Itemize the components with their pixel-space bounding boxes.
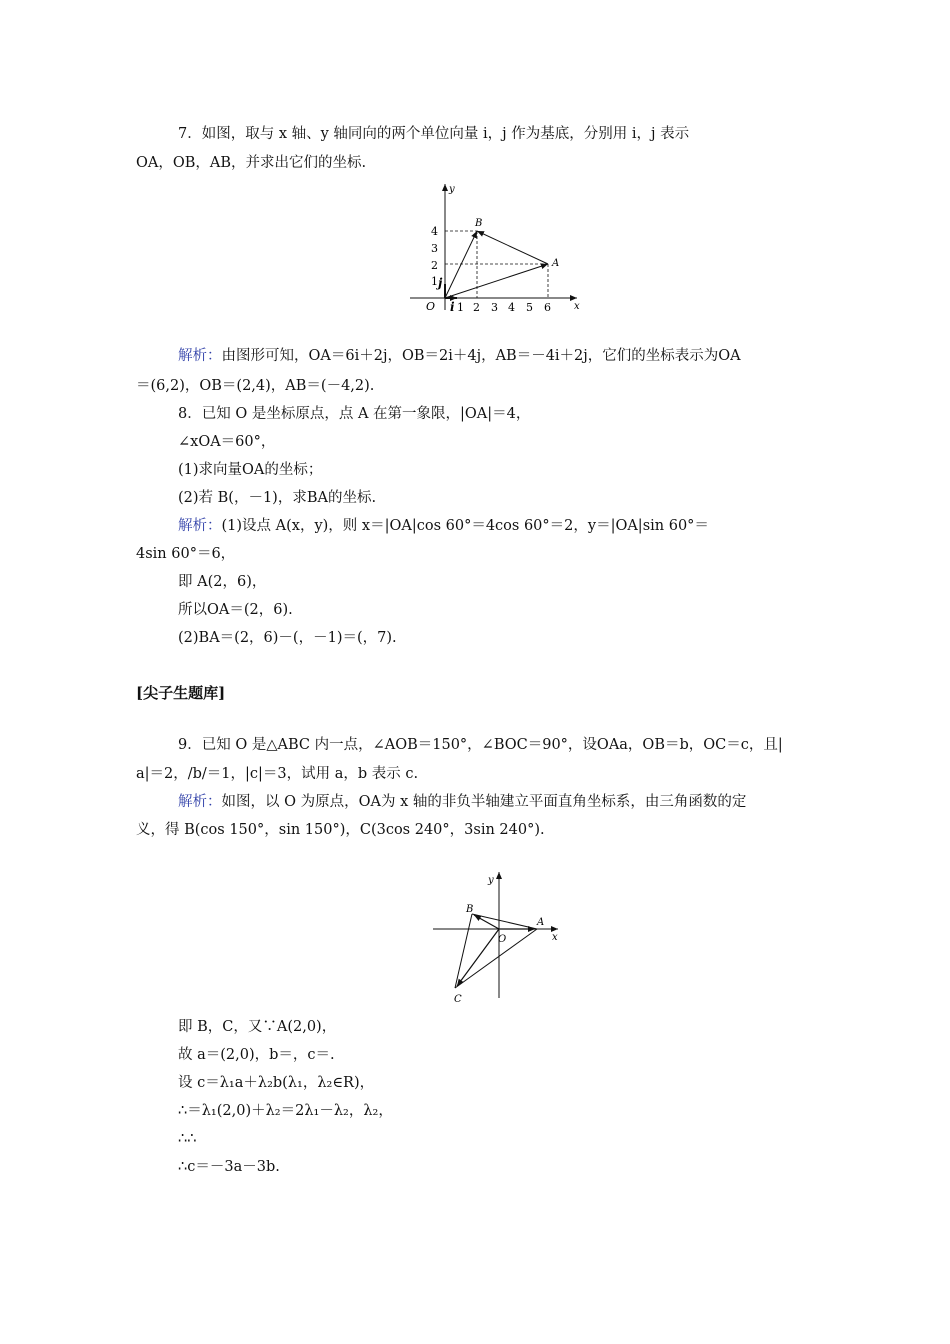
- q7-line1: 7．如图，取与 x 轴、y 轴同向的两个单位向量 i，j 作为基底，分别用 i，j 表示: [178, 126, 690, 142]
- q8-solution-line1: [178, 516, 709, 536]
- x-axis-label: x: [552, 932, 558, 943]
- q9-solution-line4: 故 a＝(2,0)，b＝，c＝.: [178, 1047, 335, 1063]
- q8-line4: (2)若 B(，－1)，求BA的坐标.: [178, 490, 377, 506]
- q9-line2: a|＝2，/b/＝1，|c|＝3，试用 a，b 表示 c.: [136, 766, 419, 782]
- q9-solution-line8: ∴c＝－3a－3b.: [178, 1159, 280, 1175]
- x-tick-2: 2: [473, 301, 480, 314]
- q8-solution-line4: 所以OA＝(2，6).: [178, 602, 293, 618]
- point-b-label: B: [466, 904, 474, 915]
- point-a-label: A: [552, 258, 560, 269]
- x-tick-5: 5: [526, 301, 533, 314]
- i-label: i: [450, 300, 455, 314]
- origin-label: O: [498, 934, 507, 945]
- q8-solution-line3: 即 A(2，6)，: [178, 574, 267, 590]
- q9-solution-line3: 即 B，C，又∵A(2,0)，: [178, 1019, 337, 1035]
- figure-vector-grid: [405, 180, 590, 315]
- q8-line3: (1)求向量OA的坐标；: [178, 462, 323, 478]
- q8-solution-text: (1)设点 A(x，y)，则 x＝|OA|cos 60°＝4cos 60°＝2，y＝|OA|sin 60°＝: [221, 518, 709, 534]
- x-tick-3: 3: [491, 301, 498, 314]
- y-axis-label: y: [449, 184, 455, 195]
- side-ab: [472, 914, 537, 929]
- y-tick-3: 3: [431, 242, 438, 255]
- q9-solution-line6: ∴＝λ₁(2,0)＋λ₂＝2λ₁－λ₂，λ₂，: [178, 1103, 393, 1119]
- y-tick-2: 2: [431, 259, 438, 272]
- section-title: [尖子生题库]: [136, 684, 226, 702]
- q7-solution-text: 由图形可知，OA＝6i＋2j，OB＝2i＋4j，AB＝－4i＋2j，它们的坐标表示为OA: [221, 348, 741, 364]
- solution-label: 解析：: [178, 518, 222, 534]
- solution-label: 解析：: [178, 794, 222, 810]
- point-a-label: A: [537, 917, 545, 928]
- solution-label: 解析：: [178, 348, 222, 364]
- origin-label: O: [426, 300, 436, 313]
- q8-solution-line5: (2)BA＝(2，6)－(，－1)＝(，7).: [178, 630, 397, 646]
- vector-ab: [477, 231, 548, 264]
- q7-solution-line2: ＝(6,2)，OB＝(2,4)，AB＝(－4,2).: [136, 378, 375, 394]
- q8-solution-line2: 4sin 60°＝6，: [136, 546, 236, 562]
- x-tick-6: 6: [544, 301, 551, 314]
- point-c-label: C: [454, 994, 462, 1005]
- y-tick-4: 4: [431, 225, 438, 238]
- q9-solution-line7: ∴∴: [178, 1131, 197, 1147]
- vector-ob: [445, 231, 477, 298]
- j-label: j: [438, 276, 443, 290]
- vector-oa: [445, 264, 548, 298]
- q9-solution-line2: 义，得 B(cos 150°，sin 150°)，C(3cos 240°，3sin 240°).: [136, 822, 545, 838]
- y-axis-label: y: [488, 875, 494, 886]
- x-axis-label: x: [574, 301, 580, 312]
- figure-triangle: [428, 866, 568, 1011]
- q7-solution-line1: [178, 346, 741, 366]
- vector-oc: [457, 929, 499, 986]
- q9-line1: 9．已知 O 是△ABC 内一点，∠AOB＝150°，∠BOC＝90°，设OAa，OB＝b，OC＝c，且|: [178, 737, 783, 753]
- side-ca: [455, 929, 537, 988]
- y-tick-1: 1: [431, 275, 438, 288]
- q9-solution-line1: [178, 792, 746, 812]
- q9-solution-text: 如图，以 O 为原点，OA为 x 轴的非负半轴建立平面直角坐标系，由三角函数的定: [221, 794, 747, 810]
- x-tick-1: 1: [457, 301, 464, 314]
- x-tick-4: 4: [508, 301, 515, 314]
- q8-line1: 8．已知 O 是坐标原点，点 A 在第一象限，|OA|＝4，: [178, 406, 531, 422]
- q9-solution-line5: 设 c＝λ₁a＋λ₂b(λ₁，λ₂∈R)，: [178, 1075, 375, 1091]
- q8-line2: ∠xOA＝60°，: [178, 434, 276, 450]
- q7-line2: OA，OB，AB，并求出它们的坐标.: [136, 155, 367, 171]
- point-b-label: B: [475, 218, 483, 229]
